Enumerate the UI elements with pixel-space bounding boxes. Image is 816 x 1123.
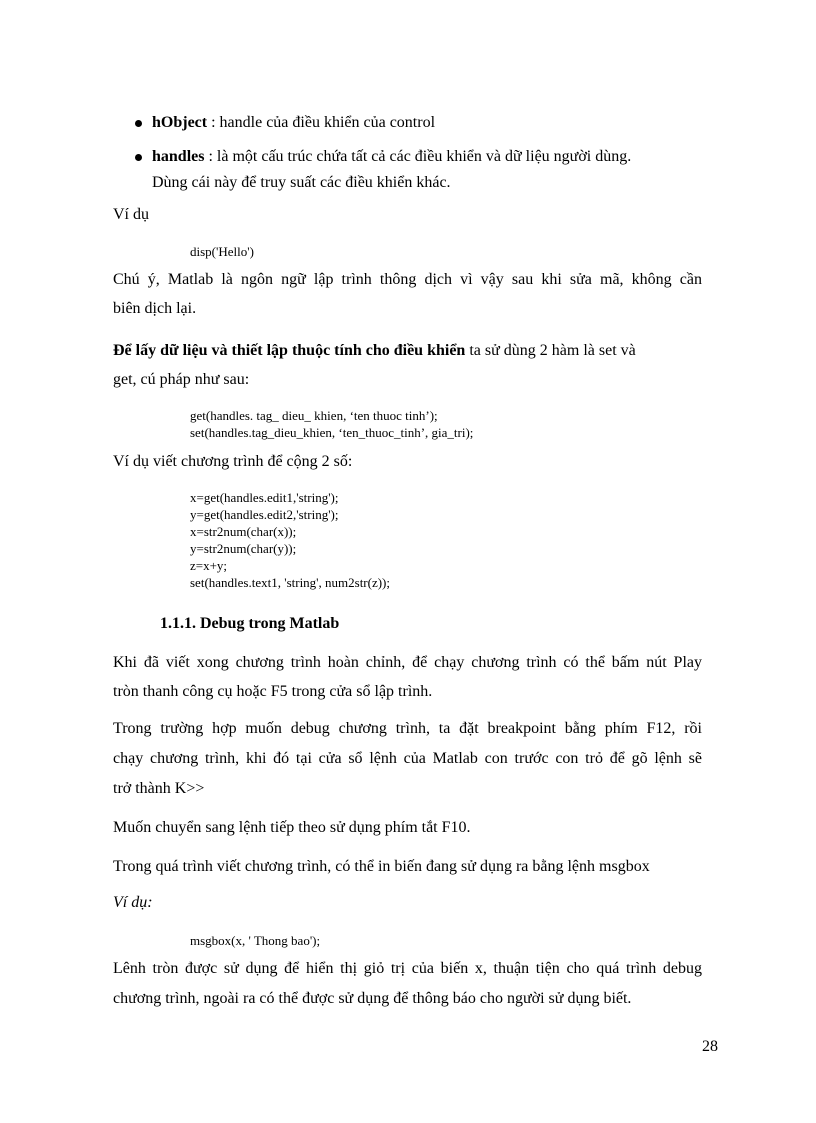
- code-line: msgbox(x, ' Thong bao');: [190, 933, 321, 948]
- bullet-dot: [135, 120, 142, 127]
- bullet-text: : là một cấu trúc chứa tất cả các điều khiển và dữ liệu người dùng.: [204, 148, 632, 165]
- paragraph-debug-line: trở thành K>>: [113, 780, 205, 797]
- paragraph-f10: Muốn chuyển sang lệnh tiếp theo sử dụng phím tắt F10.: [113, 819, 471, 836]
- paragraph-debug-line: chạy chương trình, khi đó tại cửa sổ lệnh của Matlab con trước con trỏ để gõ lệnh sẽ: [113, 750, 702, 767]
- code-line: y=get(handles.edit2,'string');: [190, 507, 339, 522]
- paragraph-note-line: Chú ý, Matlab là ngôn ngữ lập trình thông dịch vì vậy sau khi sửa mã, không cần: [113, 271, 702, 288]
- paragraph-run-line: Khi đã viết xong chương trình hoàn chỉnh, để chạy chương trình có thể bấm nút Play: [113, 654, 702, 671]
- paragraph-text: ta sử dùng 2 hàm là set và: [465, 342, 636, 359]
- code-line: set(handles.tag_dieu_khien, ‘ten_thuoc_tinh’, gia_tri);: [190, 425, 474, 440]
- bold-phrase: Để lấy dữ liệu và thiết lập thuộc tính cho điều khiển: [113, 342, 466, 359]
- example-label: Ví dụ viết chương trình để cộng 2 số:: [113, 453, 353, 470]
- code-line: z=x+y;: [190, 558, 228, 573]
- code-line: x=get(handles.edit1,'string');: [190, 490, 339, 505]
- example-label: Ví dụ: [113, 206, 149, 223]
- paragraph-run-line: tròn thanh công cụ hoặc F5 trong cửa sổ lập trình.: [113, 683, 433, 700]
- section-heading: 1.1.1. Debug trong Matlab: [160, 615, 340, 632]
- paragraph-debug-line: Trong trường hợp muốn debug chương trình, ta đặt breakpoint bằng phím F12, rồi: [113, 720, 702, 737]
- bullet-item-hobject: [152, 113, 435, 133]
- example-label: Ví dụ:: [113, 894, 153, 911]
- bullet-dot: [135, 154, 142, 161]
- code-line: y=str2num(char(y));: [190, 541, 297, 556]
- term-hobject: hObject: [152, 114, 208, 131]
- code-line: disp('Hello'): [190, 244, 254, 259]
- term-handles: handles: [152, 148, 205, 165]
- paragraph-setget-line: get, cú pháp như sau:: [113, 371, 250, 388]
- paragraph-final-line: chương trình, ngoài ra có thể được sử dụng để thông báo cho người sử dụng biết.: [113, 990, 632, 1007]
- bullet-text-continuation: Dùng cái này để truy suất các điều khiển khác.: [152, 174, 451, 191]
- page-number: 28: [702, 1038, 718, 1055]
- code-line: x=str2num(char(x));: [190, 524, 297, 539]
- paragraph-final-line: Lênh tròn được sử dụng để hiển thị giỏ trị của biến x, thuận tiện cho quá trình debug: [113, 960, 702, 977]
- paragraph-setget: [113, 341, 636, 361]
- bullet-item-handles: [152, 147, 700, 167]
- code-line: get(handles. tag_ dieu_ khien, ‘ten thuoc tinh’);: [190, 408, 438, 423]
- code-line: set(handles.text1, 'string', num2str(z));: [190, 575, 391, 590]
- paragraph-print: Trong quá trình viết chương trình, có thể in biến đang sử dụng ra bằng lệnh msgbox: [113, 858, 650, 875]
- bullet-text: : handle của điều khiển của control: [207, 114, 436, 131]
- paragraph-note-line: biên dịch lại.: [113, 300, 197, 317]
